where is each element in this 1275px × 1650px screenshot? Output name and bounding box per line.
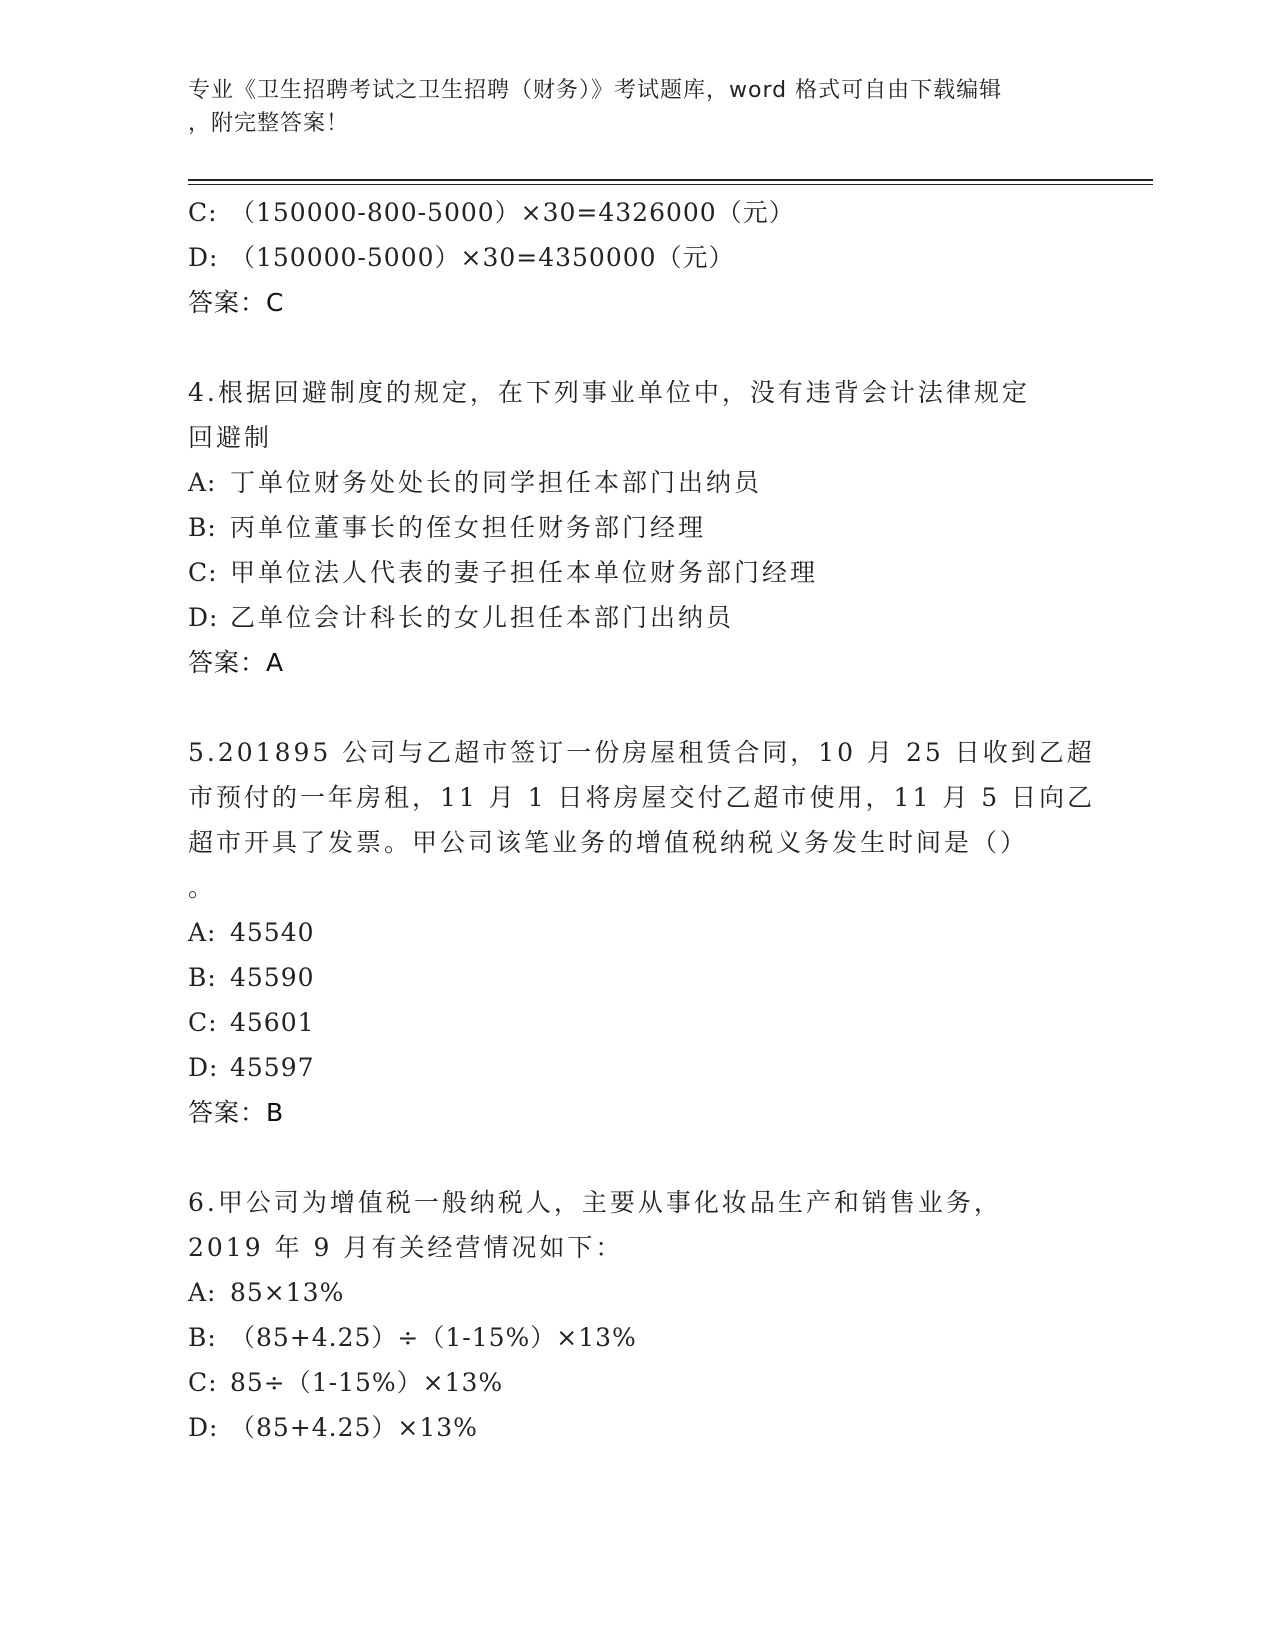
question-text-line: 6.甲公司为增值税一般纳税人，主要从事化妆品生产和销售业务， [188, 1188, 1002, 1217]
answer: 答案：B [188, 1098, 285, 1127]
option-d: D: （85+4.25）×13% [188, 1413, 478, 1442]
header-rule-thin [188, 184, 1153, 185]
option-a: A: 85×13% [188, 1278, 345, 1307]
question-text-line: 。 [188, 873, 217, 902]
question-6 [188, 1180, 1088, 1450]
question-5 [188, 730, 1096, 1135]
header-rule-thick [188, 179, 1153, 181]
option-b: B: （85+4.25）÷（1-15%）×13% [188, 1323, 637, 1352]
answer: 答案：A [188, 648, 285, 677]
question-text-line: 2019 年 9 月有关经营情况如下： [188, 1233, 624, 1262]
option-d: D: 45597 [188, 1053, 315, 1082]
header-line-2: ，附完整答案！ [188, 111, 350, 136]
option-a: A: 丁单位财务处处长的同学担任本部门出纳员 [188, 468, 763, 497]
header-line-1: 专业《卫生招聘考试之卫生招聘（财务）》考试题库，word 格式可自由下载编辑 [188, 78, 1003, 103]
option-c: C: 45601 [188, 1008, 315, 1037]
option-c: C: 85÷（1-15%）×13% [188, 1368, 504, 1397]
question-text-line: 回避制 [188, 423, 273, 452]
option-c: C: 甲单位法人代表的妻子担任本单位财务部门经理 [188, 558, 819, 587]
option-a: A: 45540 [188, 918, 315, 947]
question-content [188, 190, 1096, 1450]
question-3-tail [188, 190, 1088, 325]
document-header [188, 74, 1068, 140]
question-text-line: 4.根据回避制度的规定，在下列事业单位中，没有违背会计法律规定 [188, 378, 1030, 407]
question-4 [188, 370, 1088, 685]
option-b: B: 丙单位董事长的侄女担任财务部门经理 [188, 513, 707, 542]
option-d: D: 乙单位会计科长的女儿担任本部门出纳员 [188, 603, 735, 632]
answer: 答案：C [188, 288, 285, 317]
option-b: B: 45590 [188, 963, 315, 992]
option-c: C: （150000-800-5000）×30=4326000（元） [188, 198, 795, 227]
question-text-line: 超市开具了发票。甲公司该笔业务的增值税纳税义务发生时间是（） [188, 828, 1029, 857]
option-d: D: （150000-5000）×30=4350000（元） [188, 243, 735, 272]
question-text-line: 市预付的一年房租，11 月 1 日将房屋交付乙超市使用，11 月 5 日向乙 [188, 783, 1096, 812]
question-text-line: 5.201895 公司与乙超市签订一份房屋租赁合同，10 月 25 日收到乙超 [188, 738, 1095, 767]
